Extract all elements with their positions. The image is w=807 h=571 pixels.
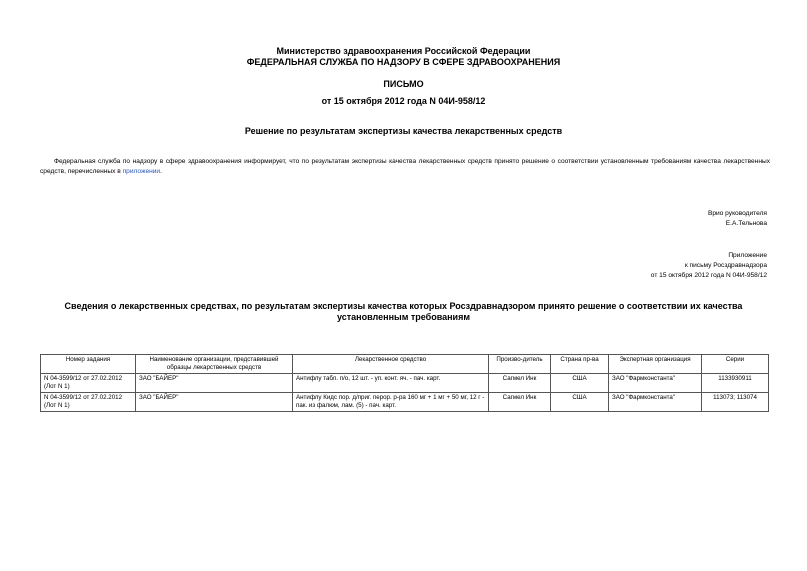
header-country: Страна пр-ва <box>551 355 609 374</box>
body-text-start: Федеральная служба по надзору в сфере здравоохранения информирует, что по результатам экспертизы качества лекарственных средств принято решение о соответствии установленным требованиям качества лекарственных средств, перечисленных в <box>40 158 770 175</box>
appendix-line-3: от 15 октября 2012 года N 04И-958/12 <box>650 272 767 279</box>
body-text-end: . <box>160 168 162 175</box>
service-name: ФЕДЕРАЛЬНАЯ СЛУЖБА ПО НАДЗОРУ В СФЕРЕ ЗДРАВООХРАНЕНИЯ <box>246 57 561 67</box>
cell-drug: Антифлу Кидс пор. д/приг. перор. р-ра 160 мг + 1 мг + 50 мг, 12 г - пак. из фалюм, лам. (5) - пач. карт. <box>293 393 489 412</box>
cell-task: N 04-3599/12 от 27.02.2012 (Лот N 1) <box>41 374 136 393</box>
document-date-number: от 15 октября 2012 года N 04И-958/12 <box>321 96 486 106</box>
table-row <box>41 374 769 393</box>
appendix-link[interactable]: приложении <box>122 168 161 175</box>
cell-series: 1133930911 <box>702 374 769 393</box>
cell-organization: ЗАО "БАЙЕР" <box>136 374 293 393</box>
signature-block <box>708 209 767 229</box>
document-subject: Решение по результатам экспертизы качества лекарственных средств <box>244 126 563 136</box>
cell-expert: ЗАО "Фармконстанта" <box>609 393 702 412</box>
document-header <box>0 46 807 68</box>
header-series: Серии <box>702 355 769 374</box>
header-manufacturer: Произво-дитель <box>489 355 551 374</box>
appendix-line-1: Приложение <box>728 252 767 259</box>
document-type: ПИСЬМО <box>383 79 424 89</box>
cell-expert: ЗАО "Фармконстанта" <box>609 374 702 393</box>
cell-country: США <box>551 393 609 412</box>
header-organization: Наименование организации, представившей образцы лекарственных средств <box>136 355 293 374</box>
table-title: Сведения о лекарственных средствах, по результатам экспертизы качества которых Росздравнадзором принято решение о соответствии их качества установленным требованиям <box>64 301 743 322</box>
body-paragraph <box>40 157 770 177</box>
cell-manufacturer: Сагмел Инк <box>489 393 551 412</box>
signer-name: Е.А.Тельнова <box>725 220 767 227</box>
header-task: Номер задания <box>41 355 136 374</box>
signer-position: Врио руководителя <box>707 210 767 217</box>
cell-manufacturer: Сагмел Инк <box>489 374 551 393</box>
table-header-row <box>41 355 769 374</box>
drugs-table <box>40 354 769 412</box>
header-expert: Экспертная организация <box>609 355 702 374</box>
ministry-name: Министерство здравоохранения Российской Федерации <box>276 46 531 56</box>
header-drug: Лекарственное средство <box>293 355 489 374</box>
cell-country: США <box>551 374 609 393</box>
cell-series: 113073; 113074 <box>702 393 769 412</box>
cell-drug: Антифлу табл. п/о, 12 шт. - уп. конт. яч. - пач. карт. <box>293 374 489 393</box>
table-row <box>41 393 769 412</box>
cell-organization: ЗАО "БАЙЕР" <box>136 393 293 412</box>
appendix-reference <box>651 251 767 281</box>
cell-task: N 04-3599/12 от 27.02.2012 (Лот N 1) <box>41 393 136 412</box>
appendix-line-2: к письму Росздравнадзора <box>684 262 767 269</box>
